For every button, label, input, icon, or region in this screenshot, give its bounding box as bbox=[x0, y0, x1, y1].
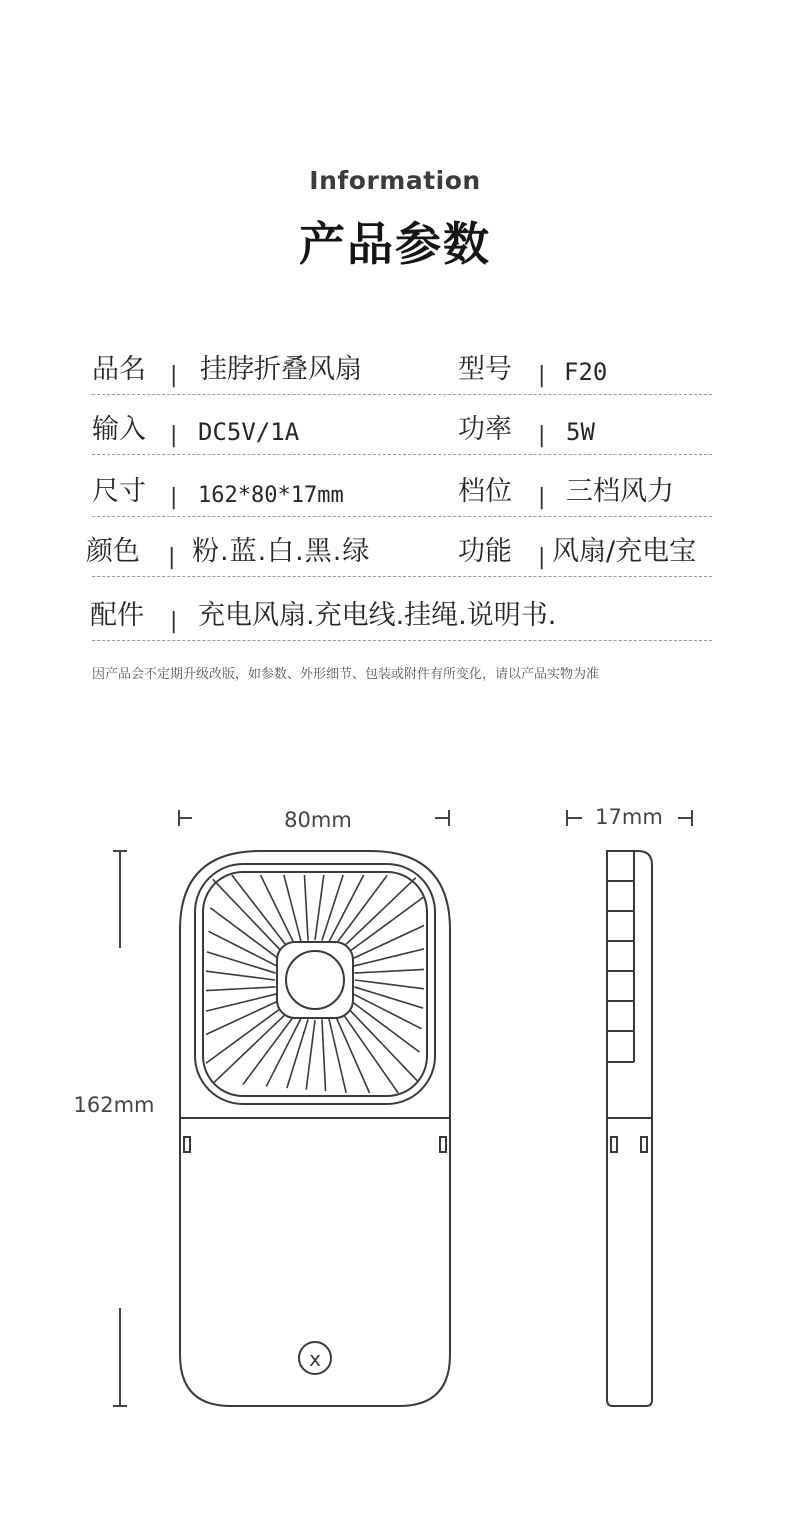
spec-label: 功率 bbox=[458, 414, 512, 445]
fan-blade bbox=[322, 1019, 326, 1091]
spec-label: 功能 bbox=[458, 536, 512, 567]
separator: | bbox=[538, 363, 546, 388]
fan-blade bbox=[335, 875, 387, 945]
fan-blade bbox=[315, 875, 324, 940]
fan-blade bbox=[355, 980, 424, 989]
page-title: 产品参数 bbox=[299, 217, 491, 271]
width-label: 80mm bbox=[284, 808, 352, 832]
depth-label: 17mm bbox=[595, 805, 663, 829]
fan-blade bbox=[206, 987, 276, 991]
fan-blade bbox=[210, 908, 280, 960]
fan-blade bbox=[346, 897, 424, 955]
fan-blade bbox=[306, 1020, 315, 1090]
separator: | bbox=[538, 423, 546, 448]
fan-blade bbox=[353, 949, 424, 966]
fan-blade bbox=[322, 875, 343, 941]
separator: | bbox=[168, 545, 176, 570]
spec-label: 品名 bbox=[92, 354, 146, 385]
fan-blade bbox=[287, 1019, 308, 1088]
spec-value: 充电风扇.充电线.挂绳.说明书. bbox=[198, 600, 557, 631]
fan-blade bbox=[304, 875, 308, 941]
fan-blade bbox=[354, 969, 424, 973]
fan-blade bbox=[284, 875, 301, 942]
spec-value: 风扇/充电宝 bbox=[552, 536, 697, 567]
spec-value: 粉.蓝.白.黑.绿 bbox=[192, 536, 371, 567]
disclaimer-note: 因产品会不定期升级改版，如参数、外形细节、包装或附件有所变化，请以产品实物为准 bbox=[92, 667, 600, 682]
separator: | bbox=[538, 545, 546, 570]
separator: | bbox=[170, 423, 178, 448]
spec-value: 162*80*17mm bbox=[198, 483, 344, 508]
fan-blade bbox=[232, 875, 290, 949]
separator: | bbox=[538, 485, 546, 510]
close-icon: x bbox=[309, 1347, 321, 1371]
fan-blade bbox=[206, 1006, 284, 1064]
fan-blade bbox=[243, 1015, 295, 1085]
spec-value: 三档风力 bbox=[566, 476, 674, 507]
spec-label: 型号 bbox=[458, 354, 512, 385]
spec-label: 输入 bbox=[92, 414, 146, 445]
spec-label: 颜色 bbox=[86, 536, 140, 567]
fan-blade bbox=[354, 987, 423, 1008]
subtitle: Information bbox=[309, 166, 481, 195]
fan-blade bbox=[206, 971, 275, 980]
fan-blade bbox=[329, 1018, 346, 1093]
spec-value: DC5V/1A bbox=[198, 418, 300, 446]
spec-label: 配件 bbox=[90, 600, 144, 631]
spec-value: F20 bbox=[564, 358, 608, 386]
spec-value: 挂脖折叠风扇 bbox=[200, 354, 362, 385]
fan-blade bbox=[207, 952, 276, 973]
height-label: 162mm bbox=[73, 1093, 155, 1117]
spec-label: 尺寸 bbox=[92, 476, 146, 507]
separator: | bbox=[170, 363, 178, 388]
separator: | bbox=[170, 609, 178, 634]
spec-label: 档位 bbox=[458, 476, 512, 507]
spec-value: 5W bbox=[566, 418, 595, 446]
fan-front-view bbox=[180, 851, 450, 1406]
fan-blade bbox=[206, 994, 277, 1011]
separator: | bbox=[170, 485, 178, 510]
fan-blade bbox=[350, 1000, 420, 1052]
fan-side-view bbox=[607, 851, 652, 1406]
